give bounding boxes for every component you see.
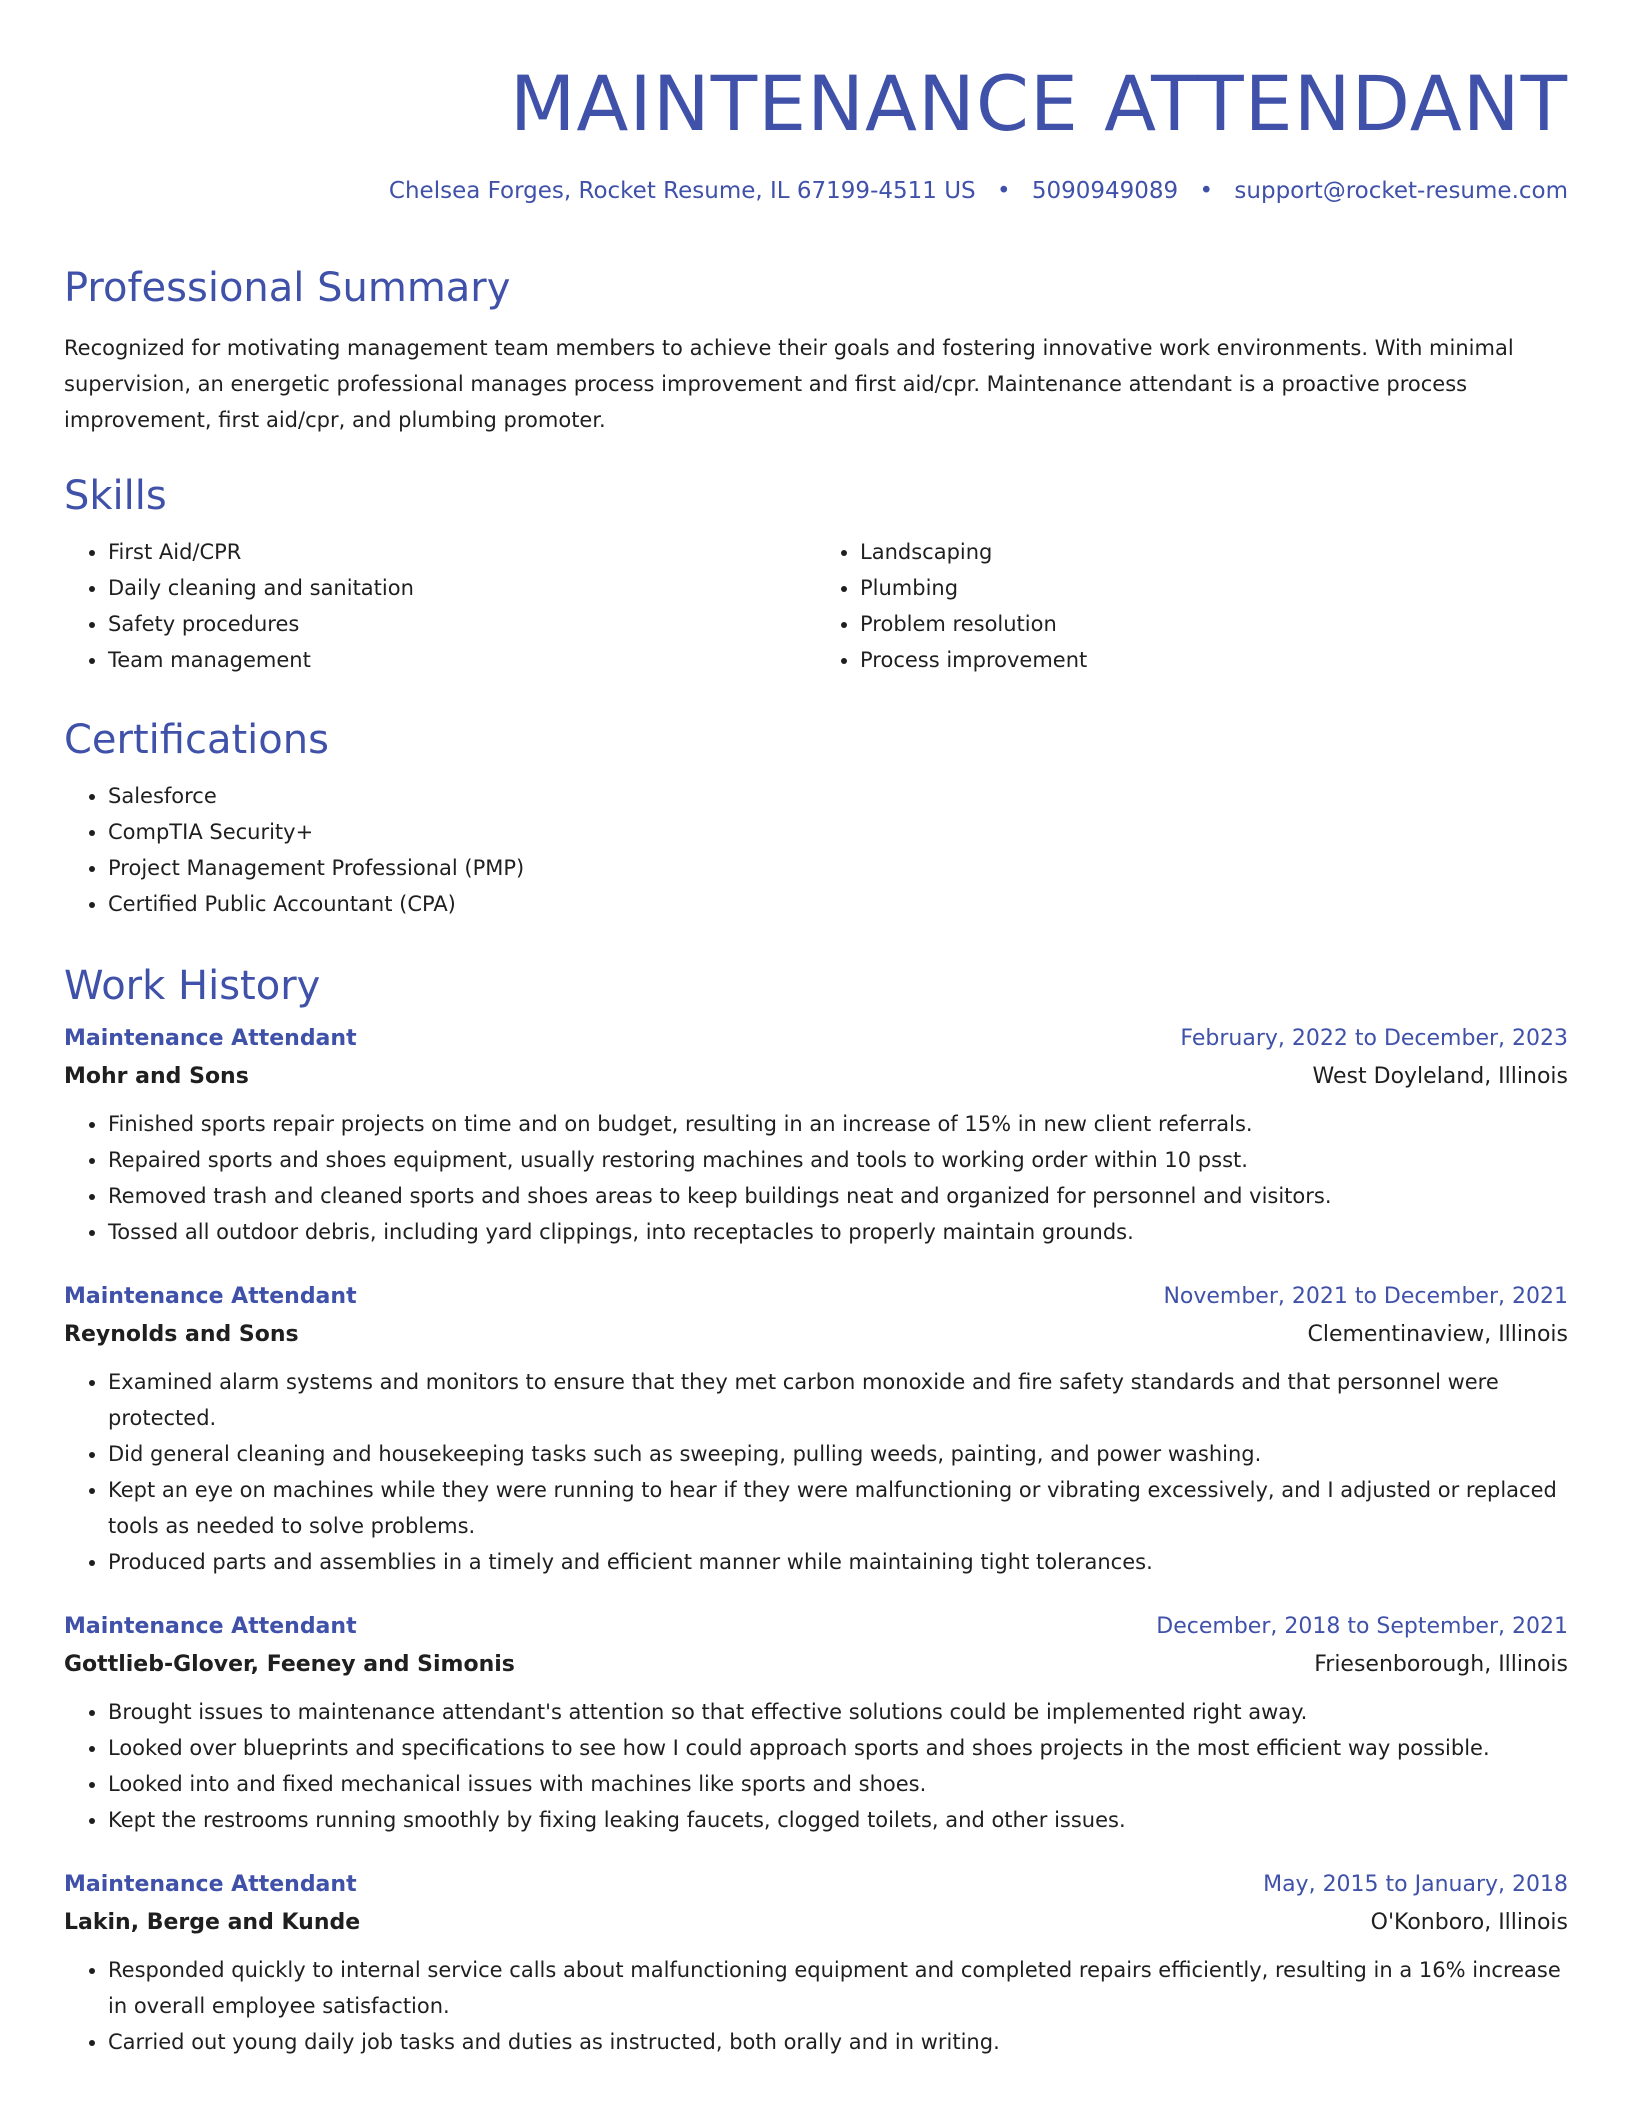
job-title: Maintenance Attendant <box>64 1614 357 1639</box>
job-entry <box>64 1282 1568 1580</box>
job-bullet: • Produced parts and assemblies in a timely and efficient manner while maintaining tight tolerances. <box>108 1544 1568 1580</box>
job-subheader <box>64 1320 1568 1350</box>
certification-item: • Salesforce <box>108 778 1568 814</box>
skill-item: • Process improvement <box>860 642 1568 678</box>
job-header <box>64 1024 1568 1054</box>
job-dates: December, 2018 to September, 2021 <box>1156 1614 1568 1639</box>
job-location: O'Konboro, Illinois <box>1370 1910 1568 1935</box>
job-header <box>64 1612 1568 1642</box>
job-dates: November, 2021 to December, 2021 <box>1163 1284 1568 1309</box>
contact-phone: 5090949089 <box>1031 178 1179 204</box>
job-subheader <box>64 1650 1568 1680</box>
skill-item: • Landscaping <box>860 534 1568 570</box>
separator-dot: • <box>996 178 1011 204</box>
job-company: Reynolds and Sons <box>64 1322 299 1347</box>
contact-email: support@rocket-resume.com <box>1234 178 1568 204</box>
job-company: Gottlieb-Glover, Feeney and Simonis <box>64 1652 515 1677</box>
skills-section <box>64 470 1568 678</box>
job-entry <box>64 1870 1568 2060</box>
certification-item: • Certified Public Accountant (CPA) <box>108 886 1568 922</box>
job-location: West Doyleland, Illinois <box>1312 1064 1568 1089</box>
skills-left-list <box>64 534 816 678</box>
job-bullets <box>64 1952 1568 2060</box>
summary-section <box>64 262 1568 438</box>
job-header <box>64 1282 1568 1312</box>
separator-dot: • <box>1199 178 1214 204</box>
contact-address: Chelsea Forges, Rocket Resume, IL 67199-4511 US <box>388 178 976 204</box>
job-title: Maintenance Attendant <box>64 1872 357 1897</box>
skills-columns <box>64 534 1568 678</box>
job-dates: May, 2015 to January, 2018 <box>1263 1872 1568 1897</box>
job-subheader <box>64 1908 1568 1938</box>
contact-line <box>389 178 1568 204</box>
skill-item: • Team management <box>108 642 816 678</box>
skills-right-list <box>816 534 1568 678</box>
job-subheader <box>64 1062 1568 1092</box>
job-bullet: • Removed trash and cleaned sports and shoes areas to keep buildings neat and organized for personnel and visitors. <box>108 1178 1568 1214</box>
job-bullets <box>64 1694 1568 1838</box>
job-location: Friesenborough, Illinois <box>1314 1652 1568 1677</box>
job-bullet: • Looked into and fixed mechanical issues with machines like sports and shoes. <box>108 1766 1568 1802</box>
job-bullet: • Kept an eye on machines while they were running to hear if they were malfunctioning or vibrating excessively, and I adjusted or replaced tools as needed to solve problems. <box>108 1472 1568 1544</box>
skill-item: • Plumbing <box>860 570 1568 606</box>
certifications-heading: Certifications <box>64 717 329 763</box>
job-bullet: • Brought issues to maintenance attendant's attention so that effective solutions could be implemented right away. <box>108 1694 1568 1730</box>
job-entry <box>64 1612 1568 1838</box>
job-bullet: • Looked over blueprints and specifications to see how I could approach sports and shoes projects in the most efficient way possible. <box>108 1730 1568 1766</box>
job-bullets <box>64 1364 1568 1580</box>
job-entry <box>64 1024 1568 1250</box>
job-company: Mohr and Sons <box>64 1064 249 1089</box>
job-bullets <box>64 1106 1568 1250</box>
job-company: Lakin, Berge and Kunde <box>64 1910 361 1935</box>
skill-item: • Daily cleaning and sanitation <box>108 570 816 606</box>
job-bullet: • Responded quickly to internal service calls about malfunctioning equipment and completed repairs efficiently, resulting in a 16% increase in overall employee satisfaction. <box>108 1952 1568 2024</box>
work-heading: Work History <box>64 963 321 1009</box>
summary-text: Recognized for motivating management team members to achieve their goals and fostering innovative work environments. With minimal supervision, an energetic professional manages process improvement and first aid/cpr. Maintenance attendant is a proactive process improvement, first aid/cpr, and plumbing promoter. <box>64 336 1514 432</box>
job-bullet: • Tossed all outdoor debris, including yard clippings, into receptacles to properly maintain grounds. <box>108 1214 1568 1250</box>
job-bullet: • Carried out young daily job tasks and duties as instructed, both orally and in writing. <box>108 2024 1568 2060</box>
certifications-section <box>64 714 1568 922</box>
job-bullet: • Finished sports repair projects on time and on budget, resulting in an increase of 15% in new client referrals. <box>108 1106 1568 1142</box>
summary-heading: Professional Summary <box>64 265 511 311</box>
job-title: Maintenance Attendant <box>64 1284 357 1309</box>
job-header <box>64 1870 1568 1900</box>
job-bullet: • Did general cleaning and housekeeping tasks such as sweeping, pulling weeds, painting, and power washing. <box>108 1436 1568 1472</box>
skill-item: • Problem resolution <box>860 606 1568 642</box>
resume-title: MAINTENANCE ATTENDANT <box>509 59 1568 148</box>
certifications-list <box>64 778 1568 922</box>
job-title: Maintenance Attendant <box>64 1026 357 1051</box>
job-bullet: • Repaired sports and shoes equipment, usually restoring machines and tools to working order within 10 psst. <box>108 1142 1568 1178</box>
certification-item: • CompTIA Security+ <box>108 814 1568 850</box>
certification-item: • Project Management Professional (PMP) <box>108 850 1568 886</box>
job-location: Clementinaview, Illinois <box>1307 1322 1568 1347</box>
skill-item: • Safety procedures <box>108 606 816 642</box>
work-section <box>64 960 1568 2092</box>
job-bullet: • Kept the restrooms running smoothly by fixing leaking faucets, clogged toilets, and other issues. <box>108 1802 1568 1838</box>
job-dates: February, 2022 to December, 2023 <box>1180 1026 1568 1051</box>
job-bullet: • Examined alarm systems and monitors to ensure that they met carbon monoxide and fire safety standards and that personnel were protected. <box>108 1364 1568 1436</box>
skill-item: • First Aid/CPR <box>108 534 816 570</box>
skills-heading: Skills <box>64 473 167 519</box>
